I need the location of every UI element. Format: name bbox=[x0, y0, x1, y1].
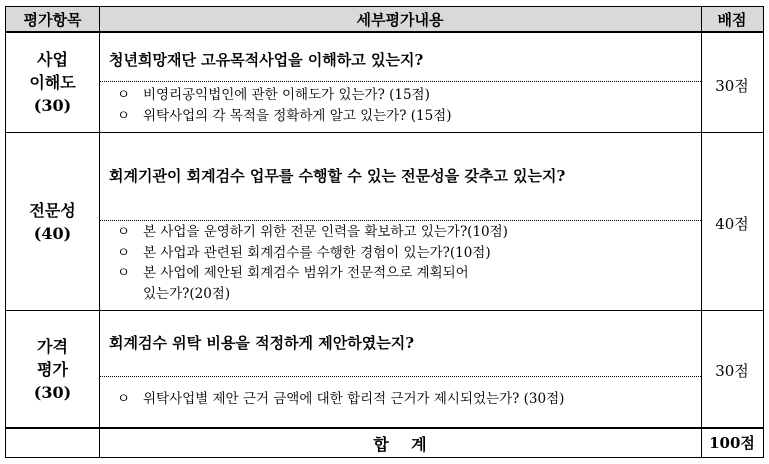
row-divider bbox=[6, 310, 763, 311]
question-price-evaluation: 회계검수 위탁 비용을 적정하게 제안하였는지? bbox=[109, 334, 414, 352]
bullet-icon: ㅇ bbox=[117, 107, 131, 124]
score-cell: 30점 bbox=[715, 77, 749, 95]
dotted-divider bbox=[99, 81, 701, 82]
bullet-icon: ㅇ bbox=[117, 244, 131, 261]
dotted-divider bbox=[99, 220, 701, 221]
dotted-divider bbox=[99, 376, 701, 377]
header-category: 평가항목 bbox=[6, 7, 99, 33]
bullet-icon: ㅇ bbox=[117, 265, 131, 281]
category-line: 평가 bbox=[37, 359, 68, 379]
list-item: ㅇ 본 사업과 관련된 회계검수를 수행한 경험이 있는가?(10점) bbox=[117, 243, 508, 264]
column-divider bbox=[99, 7, 100, 457]
category-line: 사업 bbox=[37, 50, 68, 69]
list-item: ㅇ 위탁사업별 제안 근거 금액에 대한 합리적 근거가 제시되었는가? (30점) bbox=[117, 389, 564, 410]
category-line: (30) bbox=[33, 382, 72, 402]
list-item: ㅇ 본 사업에 제안된 회계검수 범위가 전문적으로 계획되어 bbox=[117, 263, 508, 284]
category-line: 이해도 bbox=[29, 73, 76, 92]
bullet-icon: ㅇ bbox=[117, 224, 131, 240]
list-item: ㅇ 비영리공익법인에 관한 이해도가 있는가? (15점) bbox=[117, 85, 451, 106]
item-list bbox=[117, 389, 564, 410]
total-label: 합 계 bbox=[373, 435, 427, 454]
category-price-evaluation bbox=[6, 311, 99, 427]
score-cell: 40점 bbox=[715, 215, 749, 233]
item-list bbox=[117, 222, 508, 304]
total-score: 100점 bbox=[709, 434, 755, 452]
row-divider bbox=[6, 132, 763, 133]
list-item-continuation: 있는가?(20점) bbox=[143, 285, 231, 302]
bullet-icon: ㅇ bbox=[117, 391, 131, 407]
list-item: ㅇ 위탁사업의 각 목적을 정확하게 알고 있는가? (15점) bbox=[117, 106, 451, 127]
item-list bbox=[117, 85, 451, 126]
evaluation-table bbox=[5, 6, 764, 458]
bullet-icon: ㅇ bbox=[117, 87, 131, 103]
category-line: 전문성 bbox=[29, 200, 76, 220]
question-business-understanding: 청년희망재단 고유목적사업을 이해하고 있는지? bbox=[109, 51, 424, 69]
category-line: 가격 bbox=[37, 336, 68, 356]
category-line: (40) bbox=[33, 223, 72, 243]
list-item: ㅇ 본 사업을 운영하기 위한 전문 인력을 확보하고 있는가?(10점) bbox=[117, 222, 508, 243]
score-cell: 30점 bbox=[715, 362, 749, 380]
category-expertise bbox=[6, 133, 99, 310]
header-score: 배점 bbox=[701, 7, 763, 33]
header-detail: 세부평가내용 bbox=[99, 7, 701, 33]
category-business-understanding bbox=[6, 33, 99, 132]
row-divider bbox=[6, 427, 763, 429]
category-line: (30) bbox=[33, 96, 72, 115]
question-expertise: 회계기관이 회계검수 업무를 수행할 수 있는 전문성을 갖추고 있는지? bbox=[109, 167, 566, 185]
